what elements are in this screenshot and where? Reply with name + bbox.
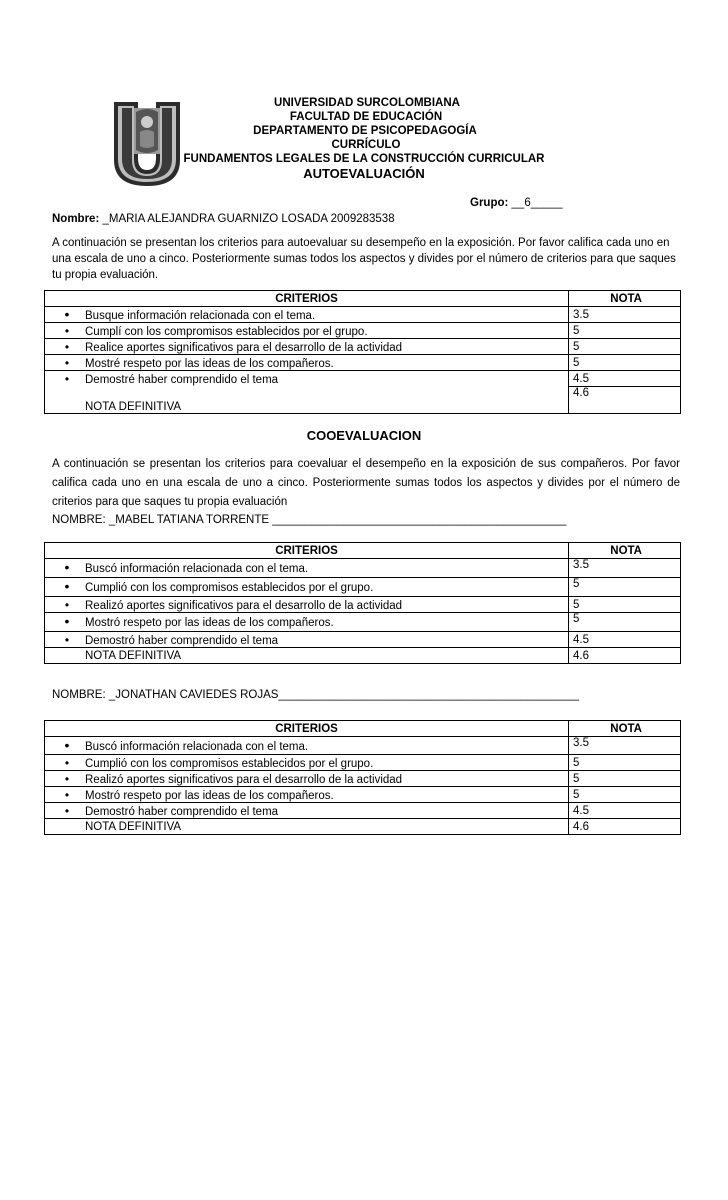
criterion-text: Cumplió con los compromisos establecidos por el grupo. <box>85 757 374 770</box>
criterion-text: Realizó aportes significativos para el desarrollo de la actividad <box>85 773 403 786</box>
department-name: DEPARTAMENTO DE PSICOPEDAGOGÍA <box>253 125 477 137</box>
grade-cell: 5 <box>569 771 681 787</box>
final-grade-label: NOTA DEFINITIVA <box>85 649 182 662</box>
faculty-name: FACULTAD DE EDUCACIÓN <box>289 111 443 123</box>
student-name-label: Nombre: <box>52 213 100 225</box>
coevaluation-title: COOEVALUACION <box>306 428 422 443</box>
criteria-header: CRITERIOS <box>45 291 569 307</box>
table-row <box>45 787 681 803</box>
curriculum-label: CURRÍCULO <box>331 139 401 151</box>
peer1-name: NOMBRE: _MABEL TATIANA TORRENTE ______________________________________________ <box>52 514 567 526</box>
table-header-row <box>45 721 681 737</box>
table-row <box>45 371 681 387</box>
criterion-text: Realizó aportes significativos para el desarrollo de la actividad <box>85 599 403 612</box>
bullet-icon: • <box>64 305 70 322</box>
criterion-text: Demostré haber comprendido el tema <box>85 373 279 386</box>
table-row <box>45 323 681 339</box>
table-row <box>45 339 681 355</box>
table-row <box>45 578 681 597</box>
criterion-text: Demostró haber comprendido el tema <box>85 634 279 647</box>
grade-cell: 5 <box>569 339 681 355</box>
grade-cell: 4.5 <box>569 371 681 387</box>
grade-header: NOTA <box>569 543 681 559</box>
bullet-icon: • <box>64 371 70 386</box>
criterion-text: Mostré respeto por las ideas de los compañeros. <box>85 357 334 370</box>
final-grade-value: 4.6 <box>569 648 681 664</box>
criterion-text: Cumplió con los compromisos establecidos por el grupo. <box>85 582 374 594</box>
criteria-header: CRITERIOS <box>45 721 569 737</box>
bullet-icon: • <box>64 771 70 786</box>
group-value: __6_____ <box>508 197 563 209</box>
table-header-row <box>45 543 681 559</box>
grade-cell: 4.5 <box>569 803 681 819</box>
bullet-icon: • <box>64 339 70 354</box>
grade-cell: 3.5 <box>569 559 681 578</box>
final-grade-row <box>45 648 681 664</box>
final-grade-label: NOTA DEFINITIVA <box>85 820 182 833</box>
table-row <box>45 803 681 819</box>
student-name-field <box>52 213 395 225</box>
bullet-icon: • <box>64 613 70 629</box>
group-label: Grupo: <box>470 197 509 209</box>
criterion-text: Busque información relacionada con el tema. <box>85 309 316 322</box>
bullet-icon: • <box>64 632 70 647</box>
table-row <box>45 737 681 755</box>
grade-cell: 5 <box>569 578 681 597</box>
final-grade-row <box>45 387 681 414</box>
bullet-icon: • <box>64 323 70 338</box>
final-grade-value: 4.6 <box>569 387 681 414</box>
bullet-icon: • <box>64 578 70 594</box>
table-header-row <box>45 291 681 307</box>
peer2-name: NOMBRE: _JONATHAN CAVIEDES ROJAS_______________________________________________ <box>52 689 580 701</box>
table-row <box>45 613 681 632</box>
criterion-text: Realice aportes significativos para el desarrollo de la actividad <box>85 341 403 354</box>
grade-cell: 5 <box>569 355 681 371</box>
grade-cell: 5 <box>569 755 681 771</box>
table-row <box>45 559 681 578</box>
grade-cell: 5 <box>569 613 681 632</box>
grade-cell: 4.5 <box>569 632 681 648</box>
self-evaluation-table <box>44 290 681 414</box>
document-header <box>0 96 728 182</box>
criterion-text: Cumplí con los compromisos establecidos por el grupo. <box>85 325 368 338</box>
bullet-icon: • <box>64 559 70 575</box>
page-title: AUTOEVALUACIÓN <box>303 166 425 181</box>
criterion-text: Demostró haber comprendido el tema <box>85 805 279 818</box>
group-field <box>470 197 563 209</box>
bullet-icon: • <box>64 787 70 802</box>
criterion-text: Buscó información relacionada con el tema. <box>85 563 309 575</box>
grade-cell: 3.5 <box>569 737 681 755</box>
grade-cell: 5 <box>569 787 681 803</box>
bullet-icon: • <box>64 355 70 370</box>
grade-cell: 5 <box>569 323 681 339</box>
grade-header: NOTA <box>569 721 681 737</box>
peer1-evaluation-table <box>44 542 681 664</box>
bullet-icon: • <box>64 597 70 612</box>
bullet-icon: • <box>64 736 70 753</box>
student-name-value: _MARIA ALEJANDRA GUARNIZO LOSADA 2009283538 <box>99 213 395 225</box>
table-row <box>45 597 681 613</box>
table-row <box>45 632 681 648</box>
table-row <box>45 771 681 787</box>
coevaluation-intro: A continuación se presentan los criterios para coevaluar el desempeño en la exposición de sus compañeros. Por favor califica cada uno en una escala de uno a cinco. Posteriormente sumas todos los aspectos y divides por el número de criterios para que saques tu propia evaluación <box>52 458 680 508</box>
criterion-text: Mostró respeto por las ideas de los compañeros. <box>85 789 334 802</box>
course-name: FUNDAMENTOS LEGALES DE LA CONSTRUCCIÓN CURRICULAR <box>183 153 545 165</box>
table-row <box>45 355 681 371</box>
criterion-text: Buscó información relacionada con el tema. <box>85 740 309 753</box>
bullet-icon: • <box>64 755 70 770</box>
criteria-header: CRITERIOS <box>45 543 569 559</box>
final-grade-value: 4.6 <box>569 819 681 835</box>
bullet-icon: • <box>64 803 70 818</box>
university-name: UNIVERSIDAD SURCOLOMBIANA <box>274 97 460 109</box>
final-grade-row <box>45 819 681 835</box>
peer2-evaluation-table <box>44 720 681 835</box>
grade-cell: 5 <box>569 597 681 613</box>
criterion-text: Mostró respeto por las ideas de los compañeros. <box>85 617 334 629</box>
table-row <box>45 755 681 771</box>
table-row <box>45 307 681 323</box>
grade-header: NOTA <box>569 291 681 307</box>
self-evaluation-intro: A continuación se presentan los criterios para autoevaluar su desempeño en la exposición. Por favor califica cada uno en una escala de uno a cinco. Posteriormente sumas todos los aspectos y divides por el número de criterios para que saques tu propia evaluación. <box>52 237 676 281</box>
final-grade-label: NOTA DEFINITIVA <box>85 400 182 413</box>
grade-cell: 3.5 <box>569 307 681 323</box>
